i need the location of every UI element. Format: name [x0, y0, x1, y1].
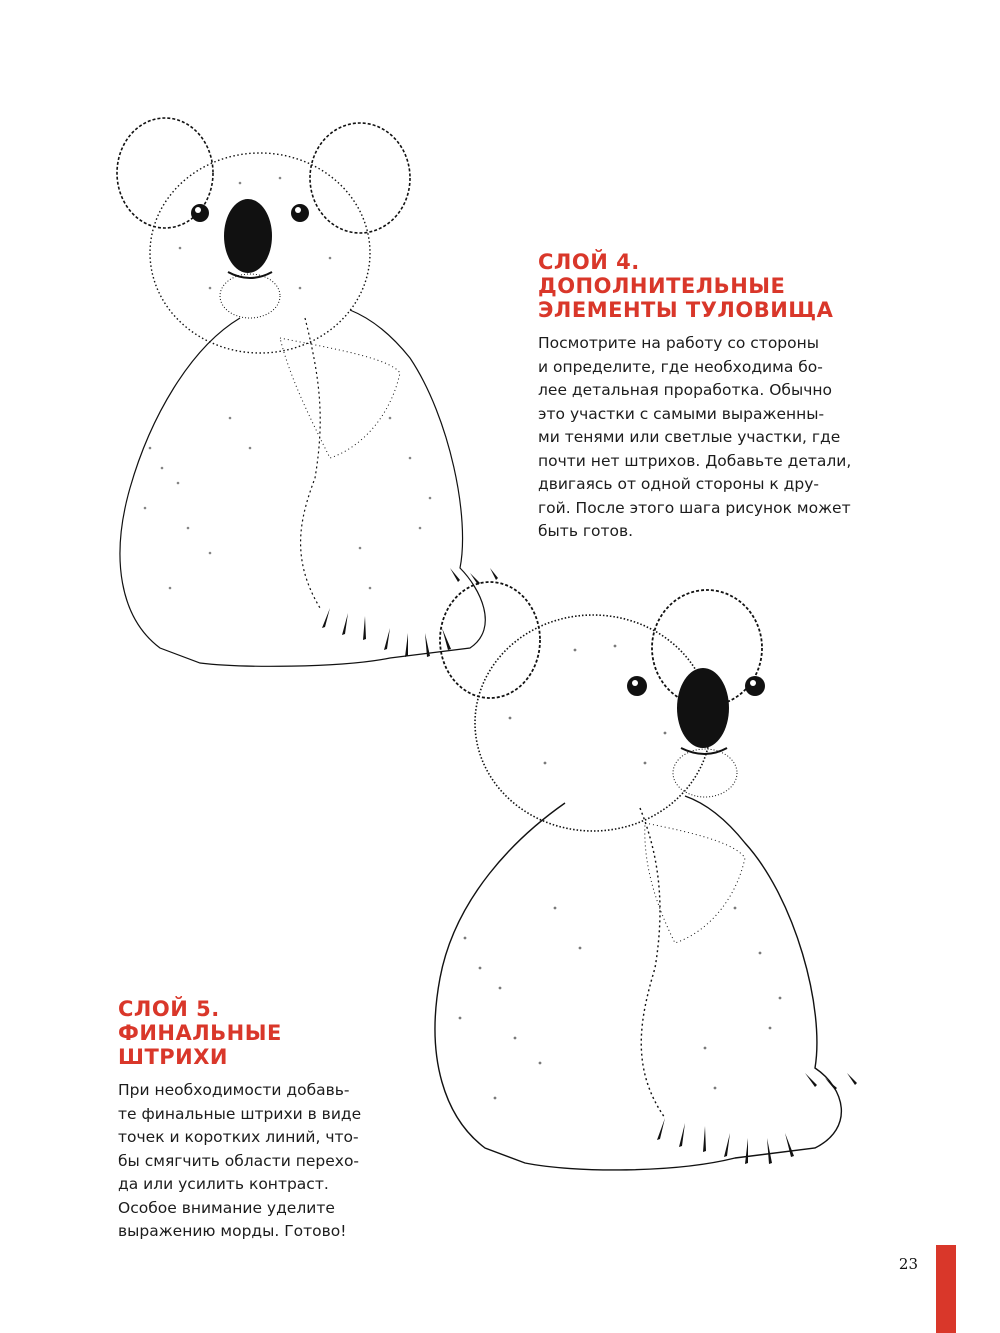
section-title-line: ЭЛЕМЕНТЫ ТУЛОВИЩА — [538, 298, 834, 322]
koala-chest-white — [645, 823, 745, 943]
text-line: выражению морды. Готово! — [118, 1222, 347, 1240]
section-title — [538, 250, 838, 322]
text-line: быть готов. — [538, 522, 634, 540]
text-line: двигаясь от одной стороны к дру- — [538, 475, 819, 493]
text-line: При необходимости добавь- — [118, 1081, 350, 1099]
text-line: почти нет штрихов. Добавьте детали, — [538, 451, 852, 470]
text-line: ми тенями или светлые участки, где — [538, 428, 841, 446]
section-title-line: ДОПОЛНИТЕЛЬНЫЕ — [538, 274, 786, 298]
text-line: да или усилить контраст. — [118, 1175, 329, 1193]
koala-chest-white — [280, 338, 400, 458]
koala-fur-texture — [144, 177, 432, 590]
section-title-line: СЛОЙ 5. — [118, 997, 220, 1021]
section-layer-4 — [538, 250, 852, 544]
koala-illustration-layer-5 — [415, 558, 885, 1198]
text-line: Посмотрите на работу со стороны — [538, 334, 819, 352]
text-line: лее детальная проработка. Обычно — [538, 381, 832, 399]
koala-head — [440, 582, 765, 831]
text-line: это участки с самыми выраженны- — [538, 404, 825, 423]
section-title-line: СЛОЙ 4. — [538, 250, 640, 274]
koala-claws — [657, 1073, 857, 1164]
page-number: 23 — [898, 1255, 918, 1273]
koala-body — [435, 796, 841, 1170]
section-body-text — [538, 332, 852, 544]
section-body-text — [118, 1079, 378, 1244]
text-line: бы смягчить области перехо- — [118, 1151, 360, 1170]
section-layer-5 — [118, 997, 378, 1244]
section-title — [118, 997, 378, 1069]
koala-fur-texture — [459, 645, 782, 1100]
text-line: Особое внимание уделите — [118, 1198, 335, 1217]
text-line: и определите, где необходима бо- — [538, 357, 823, 376]
text-line: гой. После этого шага рисунок может — [538, 498, 851, 517]
section-title-line: ФИНАЛЬНЫЕ ШТРИХИ — [118, 1021, 282, 1069]
page-edge-tab — [936, 1245, 956, 1333]
text-line: точек и коротких линий, что- — [118, 1128, 359, 1146]
text-line: те финальные штрихи в виде — [118, 1104, 362, 1123]
